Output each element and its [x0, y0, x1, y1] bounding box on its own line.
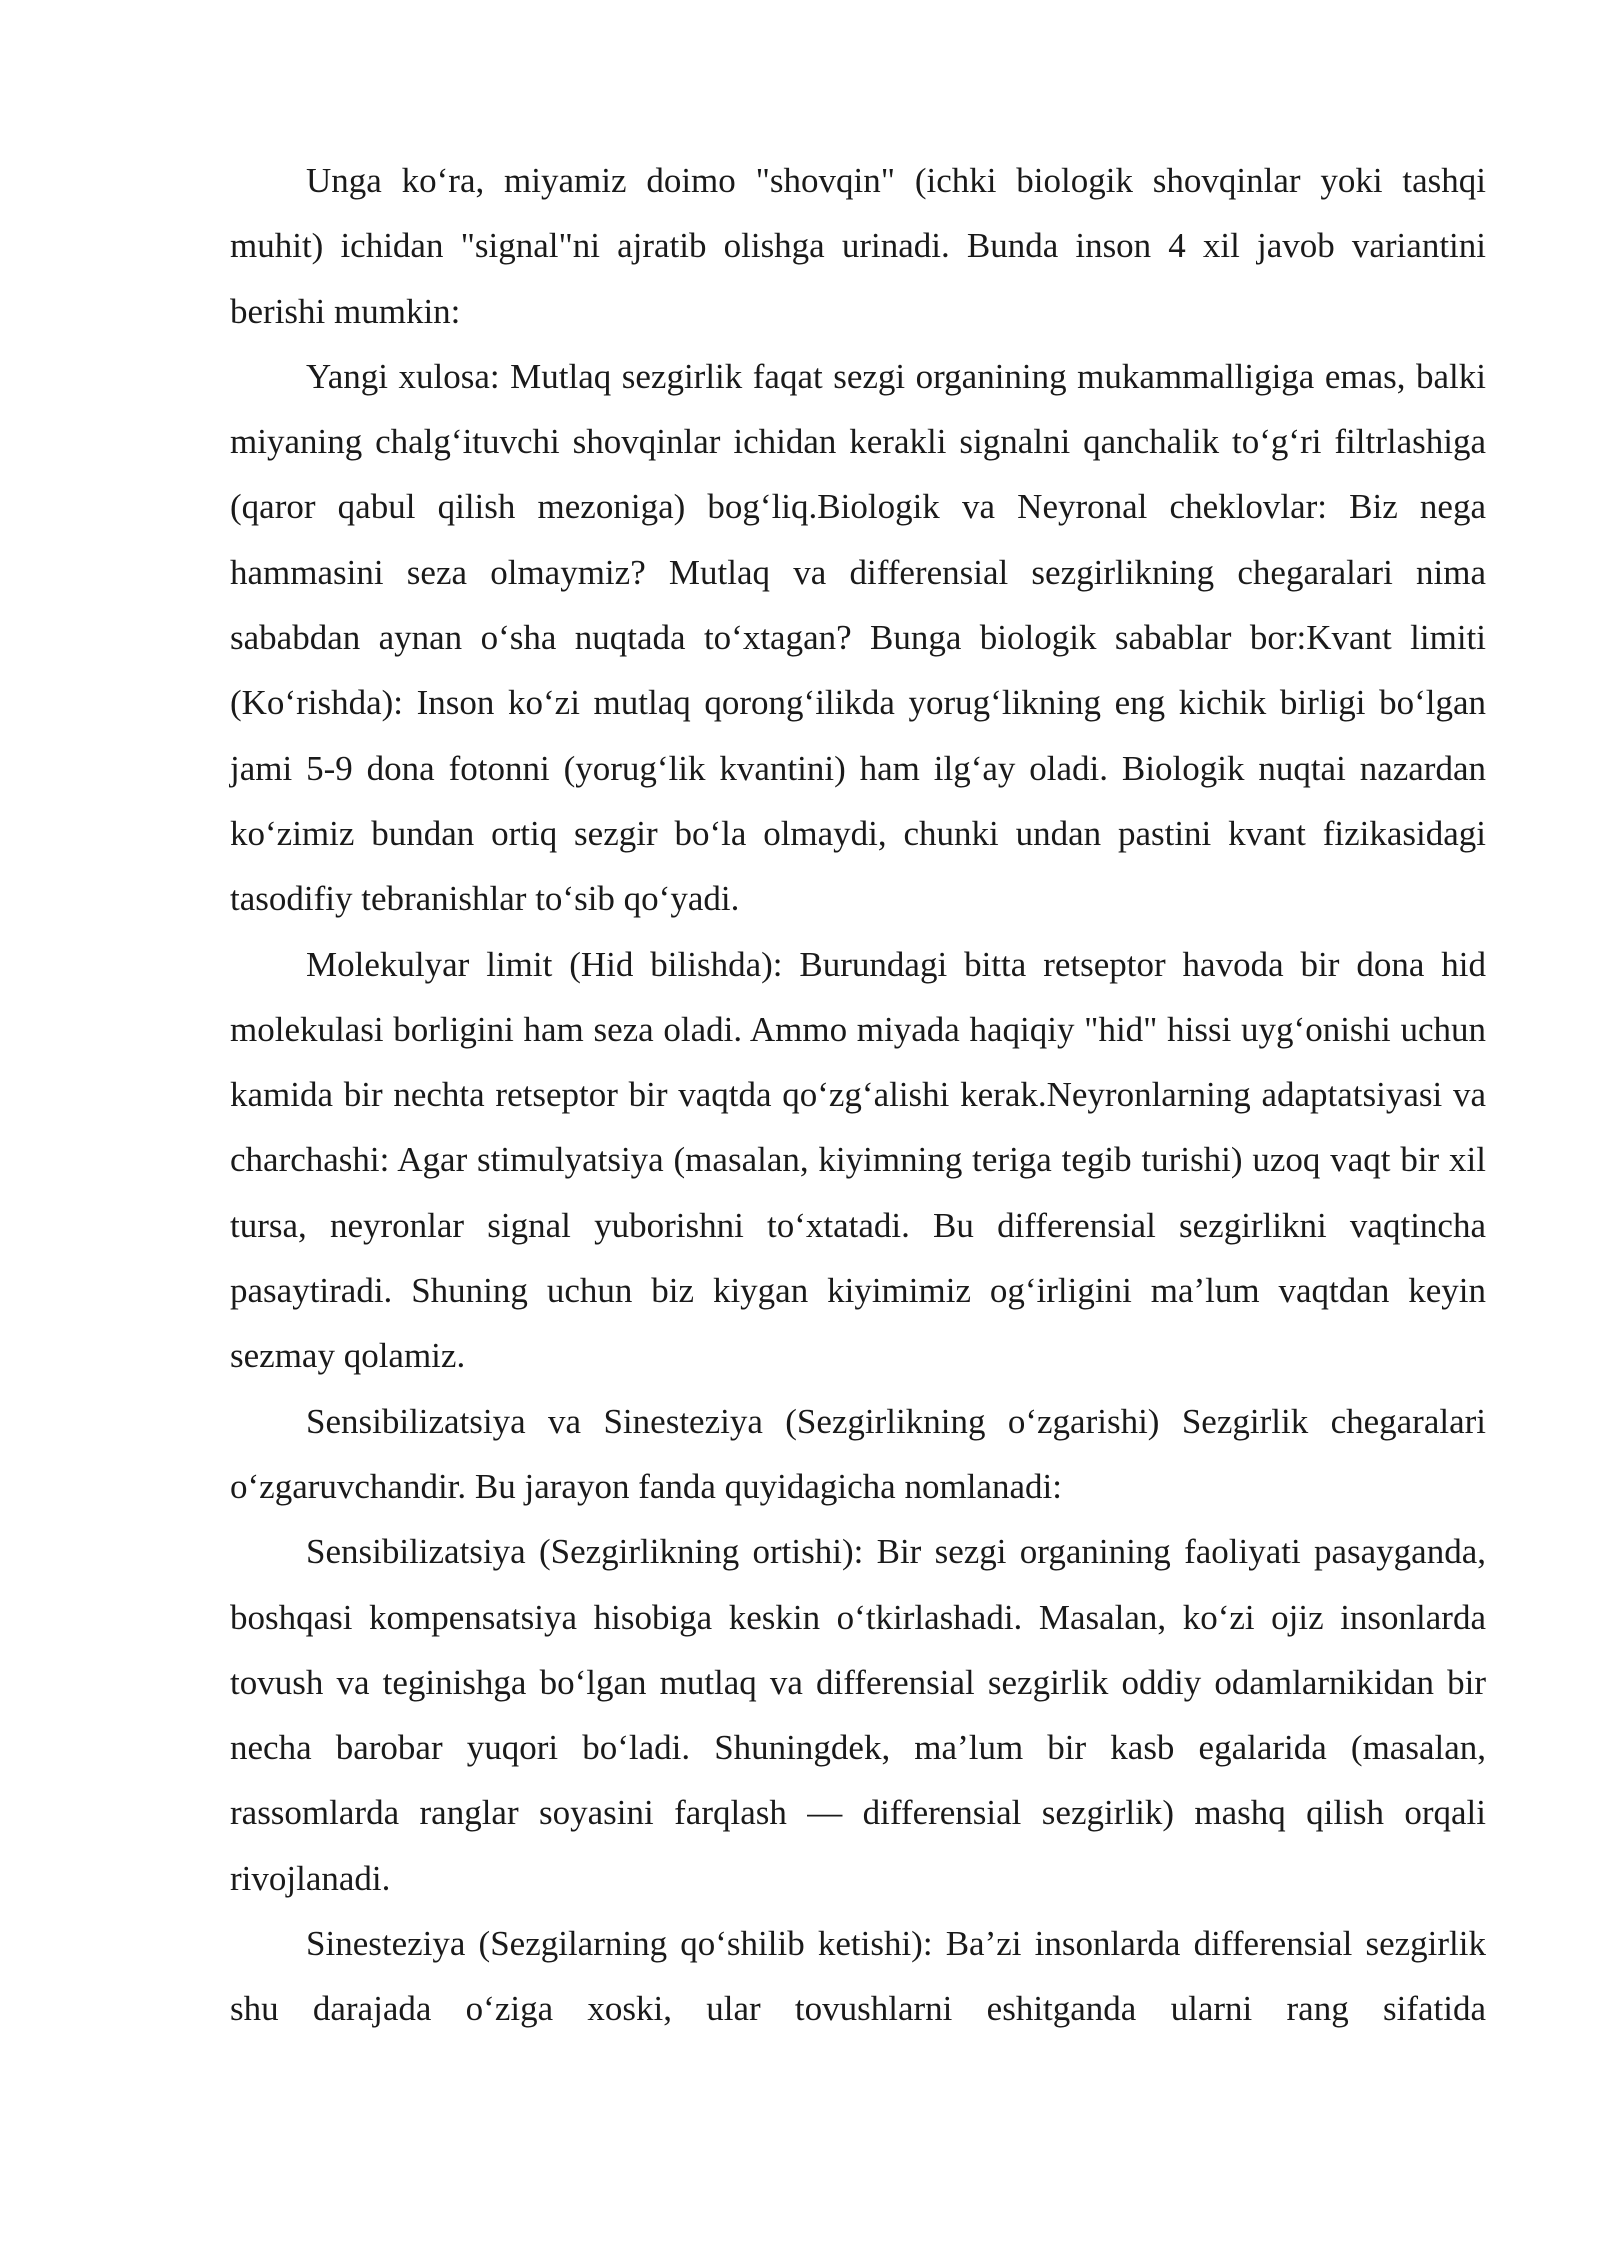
paragraph-sensitivity-change: Sensibilizatsiya va Sinesteziya (Sezgirlikning o‘zgarishi) Sezgirlik chegaralari o‘zgaruvchandir. Bu jarayon fanda quyidagicha nomlanadi: [230, 1401, 1486, 1506]
paragraph-molecular-limit: Molekulyar limit (Hid bilishda): Burundagi bitta retseptor havoda bir dona hid molekulasi borligini ham seza oladi. Ammo miyada haqiqiy "hid" hissi uyg‘onishi uchun kamida bir nechta retseptor bir vaqtda qo‘zg‘alishi kerak.Neyronlarning adaptatsiyasi va charchashi: Agar stimulyatsiya (masalan, kiyimning teriga tegib turishi) uzoq vaqt bir xil tursa, neyronlar signal yuborishni to‘xtatadi. Bu differensial sezgirlikni vaqtincha pasaytiradi. Shuning uchun biz kiygan kiyimimiz og‘irligini ma’lum vaqtdan keyin sezmay qolamiz. [230, 944, 1486, 1376]
paragraph-synesthesia: Sinesteziya (Sezgilarning qo‘shilib ketishi): Ba’zi insonlarda differensial sezgirlik shu darajada o‘ziga xoski, ular tovushlarni eshitganda ularni rang sifatida [230, 1924, 1486, 2029]
paragraph-signal-detection: Unga ko‘ra, miyamiz doimo "shovqin" (ichki biologik shovqinlar yoki tashqi muhit) ichidan "signal"ni ajratib olishga urinadi. Bunda inson 4 xil javob variantini berishi mumkin: [230, 161, 1486, 331]
document-body [230, 148, 1486, 2042]
paragraph-biological-limits: Yangi xulosa: Mutlaq sezgirlik faqat sezgi organining mukammalligiga emas, balki miyaning chalg‘ituvchi shovqinlar ichidan kerakli signalni qanchalik to‘g‘ri filtrlashiga (qaror qabul qilish mezoniga) bog‘liq.Biologik va Neyronal cheklovlar: Biz nega hammasini seza olmaymiz? Mutlaq va differensial sezgirlikning chegaralari nima sababdan aynan o‘sha nuqtada to‘xtagan? Bunga biologik sabablar bor:Kvant limiti (Ko‘rishda): Inson ko‘zi mutlaq qorong‘ilikda yorug‘likning eng kichik birligi bo‘lgan jami 5-9 dona fotonni (yorug‘lik kvantini) ham ilg‘ay oladi. Biologik nuqtai nazardan ko‘zimiz bundan ortiq sezgir bo‘la olmaydi, chunki undan pastini kvant fizikasidagi tasodifiy tebranishlar to‘sib qo‘yadi. [230, 356, 1486, 919]
paragraph-sensibilization: Sensibilizatsiya (Sezgirlikning ortishi): Bir sezgi organining faoliyati pasayganda, boshqasi kompensatsiya hisobiga keskin o‘tkirlashadi. Masalan, ko‘zi ojiz insonlarda tovush va teginishga bo‘lgan mutlaq va differensial sezgirlik oddiy odamlarnikidan bir necha barobar yuqori bo‘ladi. Shuningdek, ma’lum bir kasb egalarida (masalan, rassomlarda ranglar soyasini farqlash — differensial sezgirlik) mashq qilish orqali rivojlanadi. [230, 1532, 1486, 1898]
